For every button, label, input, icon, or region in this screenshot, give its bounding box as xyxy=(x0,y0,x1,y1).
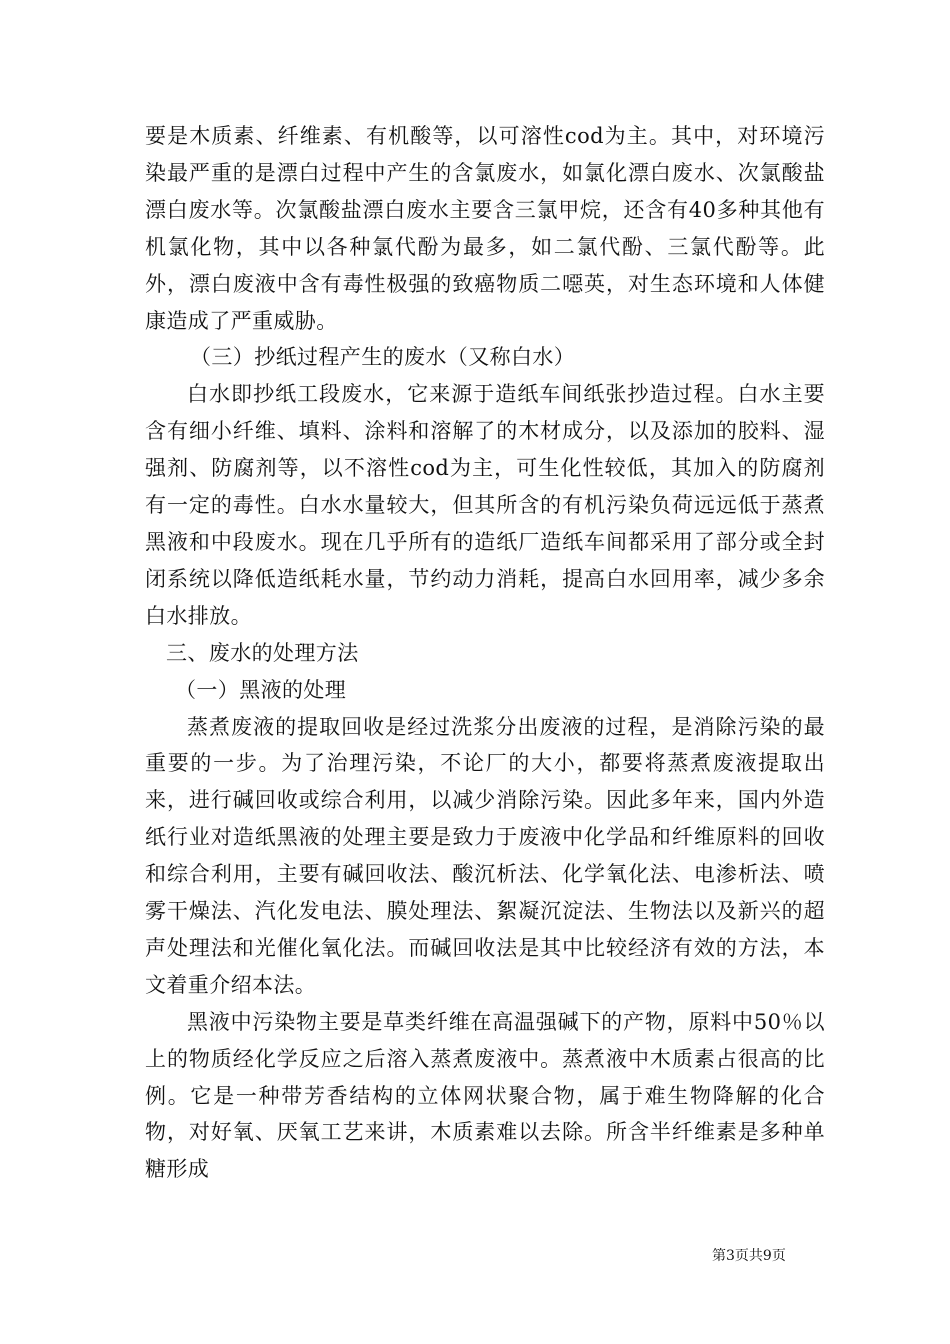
heading-white-water: （三）抄纸过程产生的废水（又称白水） xyxy=(190,345,576,370)
heading-treatment-methods: 三、废水的处理方法 xyxy=(166,640,359,665)
document-body xyxy=(145,118,825,1188)
paragraph-black-liquor-pollutants: 黑液中污染物主要是草类纤维在高温强碱下的产物，原料中50％以上的物质经化学反应之后溶入蒸煮废液中。蒸煮液中木质素占很高的比例。它是一种带芳香结构的立体网状聚合物，属于难生物降解的化合物，对好氧、厌氧工艺来讲，木质素难以去除。所含半纤维素是多种单糖形成 xyxy=(145,1009,825,1182)
paragraph-black-liquor-recovery: 蒸煮废液的提取回收是经过洗浆分出废液的过程，是消除污染的最重要的一步。为了治理污染，不论厂的大小，都要将蒸煮废液提取出来，进行碱回收或综合利用，以减少消除污染。因此多年来，国内外造纸行业对造纸黑液的处理主要是致力于废液中化学品和纤维原料的回收和综合利用，主要有碱回收法、酸沉析法、化学氧化法、电渗析法、喷雾干燥法、汽化发电法、膜处理法、絮凝沉淀法、生物法以及新兴的超声处理法和光催化氧化法。而碱回收法是其中比较经济有效的方法，本文着重介绍本法。 xyxy=(145,714,825,997)
page-number-footer: 第3页共9页 xyxy=(712,1248,786,1264)
paragraph-white-water: 白水即抄纸工段废水，它来源于造纸车间纸张抄造过程。白水主要含有细小纤维、填料、涂料和溶解了的木材成分，以及添加的胶料、湿强剂、防腐剂等，以不溶性cod为主，可生化性较低，其加入的防腐剂有一定的毒性。白水水量较大，但其所含的有机污染负荷远远低于蒸煮黑液和中段废水。现在几乎所有的造纸厂造纸车间都采用了部分或全封闭系统以降低造纸耗水量，节约动力消耗，提高白水回用率，减少多余白水排放。 xyxy=(145,382,825,628)
heading-black-liquor-treatment: （一）黑液的处理 xyxy=(175,677,347,702)
paragraph-bleaching-wastewater: 要是木质素、纤维素、有机酸等，以可溶性cod为主。其中，对环境污染最严重的是漂白过程中产生的含氯废水，如氯化漂白废水、次氯酸盐漂白废水等。次氯酸盐漂白废水主要含三氯甲烷，还含有40多种其他有机氯化物，其中以各种氯代酚为最多，如二氯代酚、三氯代酚等。此外，漂白废液中含有毒性极强的致癌物质二噁英，对生态环境和人体健康造成了严重威胁。 xyxy=(145,124,825,333)
